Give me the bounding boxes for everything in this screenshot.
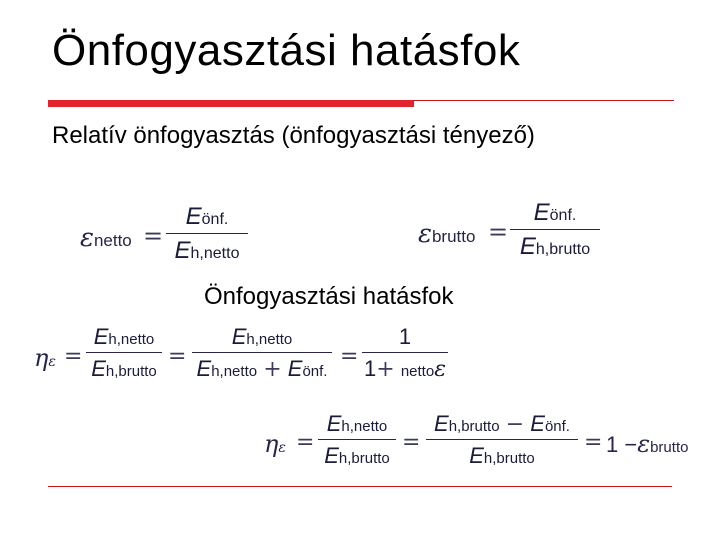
eta-lhs: ηε bbox=[34, 344, 56, 372]
fraction-epsilon-brutto: Eönf. Eh,brutto bbox=[510, 199, 600, 261]
epsilon-brutto-lhs: εbrutto bbox=[418, 219, 476, 249]
subtitle: Relatív önfogyasztás (önfogyasztási tényező) bbox=[52, 122, 535, 149]
fraction-eta-1: Eh,netto Eh,brutto bbox=[86, 324, 162, 382]
fraction-eta-5: Eh,brutto − Eönf. Eh,brutto bbox=[426, 411, 578, 469]
one-minus-epsilon-brutto: 1 −εbrutto bbox=[606, 430, 689, 458]
fraction-eta-2: Eh,netto Eh,netto + Eönf. bbox=[192, 324, 332, 382]
equals-sign: = bbox=[340, 344, 359, 369]
equals-sign: = bbox=[168, 344, 187, 369]
equals-sign: = bbox=[64, 344, 83, 369]
eta-lhs: ηε bbox=[264, 430, 286, 458]
slide-title: Önfogyasztási hatásfok bbox=[52, 26, 521, 75]
equals-sign: = bbox=[584, 430, 603, 455]
title-accent-bar bbox=[48, 100, 414, 107]
equals-sign: = bbox=[488, 218, 509, 246]
fraction-eta-4: Eh,netto Eh,brutto bbox=[318, 411, 396, 469]
equals-sign: = bbox=[296, 430, 315, 455]
equals-sign: = bbox=[143, 222, 164, 250]
section-label: Önfogyasztási hatásfok bbox=[204, 283, 454, 310]
epsilon-netto-lhs: εnetto bbox=[80, 223, 132, 253]
title-underline bbox=[414, 100, 674, 101]
equals-sign: = bbox=[402, 430, 421, 455]
fraction-eta-3: 1 1+ nettoε bbox=[364, 324, 446, 382]
bottom-rule bbox=[48, 486, 672, 487]
fraction-epsilon-netto: Eönf. Eh,netto bbox=[166, 203, 248, 265]
